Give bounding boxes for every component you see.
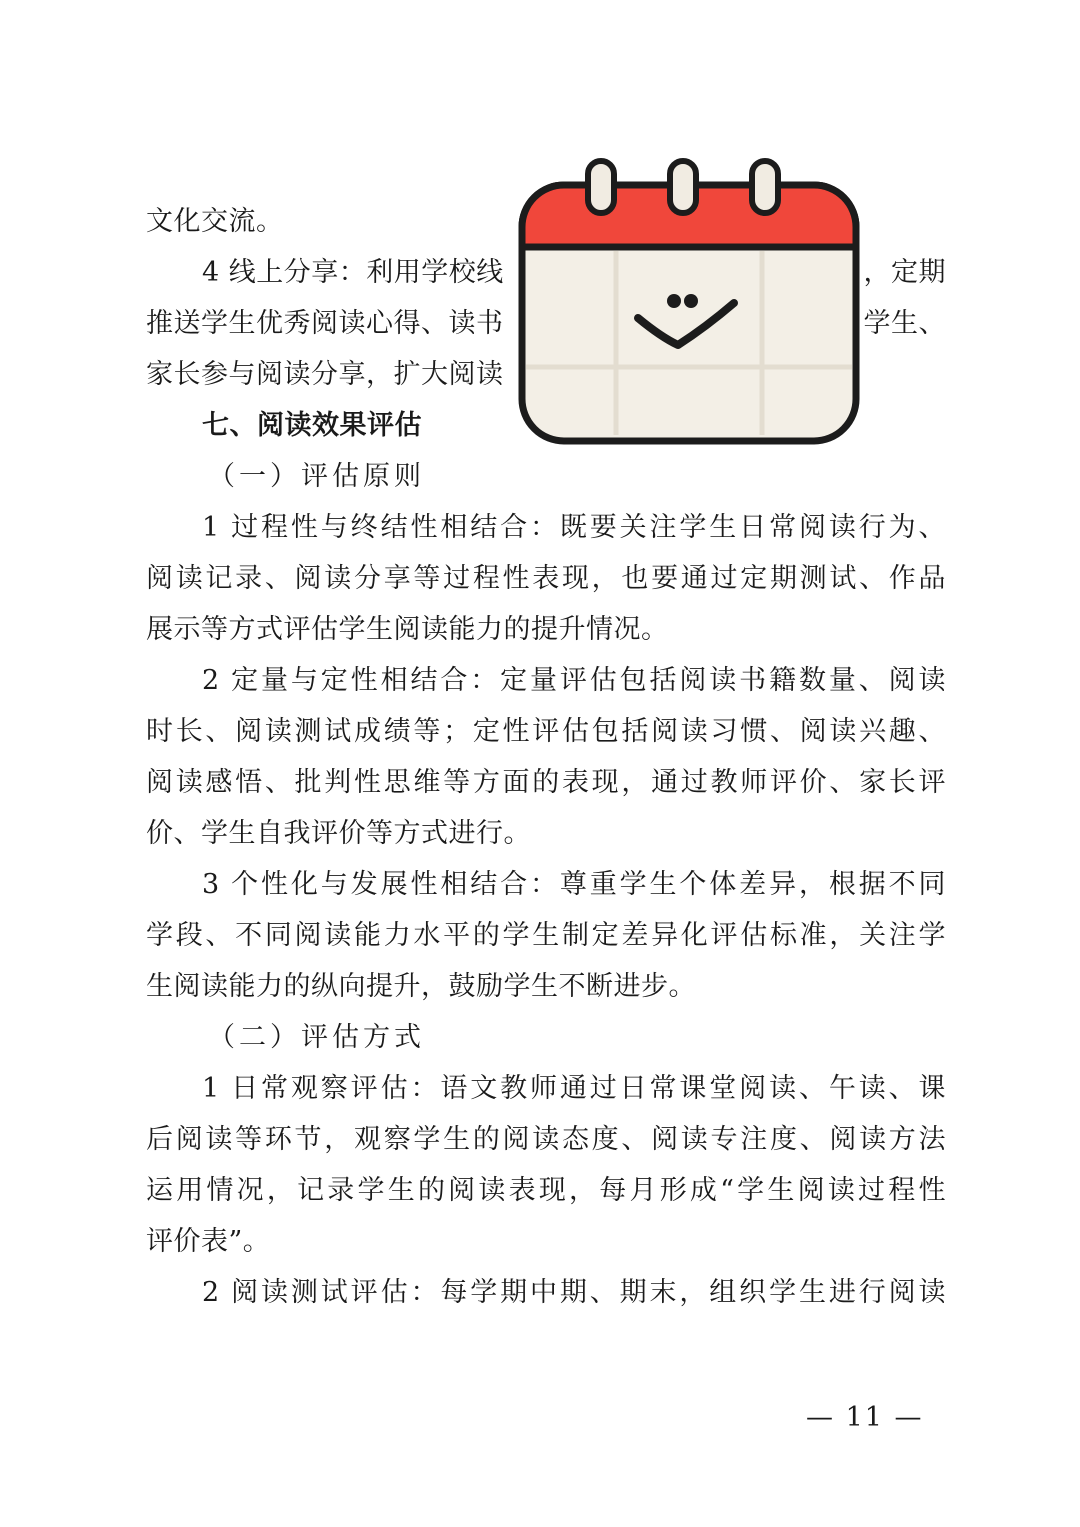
page-number: — 11 — <box>806 1402 924 1433</box>
text-line: 3 个性化与发展性相结合：尊重学生个体差异，根据不同 <box>202 869 946 900</box>
text-fragment: ，定期 <box>863 257 946 288</box>
text-line: 时长、阅读测试成绩等；定性评估包括阅读习惯、阅读兴趣、 <box>146 716 946 747</box>
section-heading: 七、阅读效果评估 <box>202 410 422 441</box>
text-fragment: 推送学生优秀阅读心得、读书 <box>146 308 504 339</box>
subsection-heading: （二）评估方式 <box>208 1022 425 1053</box>
text-line: 阅读感悟、批判性思维等方面的表现，通过教师评价、家长评 <box>146 767 946 798</box>
calendar-check-icon <box>516 155 862 450</box>
text-fragment: 4 线上分享：利用学校线 <box>202 257 504 288</box>
text-line: 阅读记录、阅读分享等过程性表现，也要通过定期测试、作品 <box>146 563 946 594</box>
text-line: 文化交流。 <box>146 206 284 237</box>
text-line: 展示等方式评估学生阅读能力的提升情况。 <box>146 614 669 645</box>
text-line: 1 过程性与终结性相结合：既要关注学生日常阅读行为、 <box>202 512 946 543</box>
text-fragment: 学生、 <box>863 308 946 339</box>
text-line: 后阅读等环节，观察学生的阅读态度、阅读专注度、阅读方法 <box>146 1124 946 1155</box>
text-fragment: 家长参与阅读分享，扩大阅读 <box>146 359 504 390</box>
text-line: 评价表”。 <box>146 1226 271 1257</box>
text-line: 学段、不同阅读能力水平的学生制定差异化评估标准，关注学 <box>146 920 946 951</box>
text-line: 1 日常观察评估：语文教师通过日常课堂阅读、午读、课 <box>202 1073 946 1104</box>
subsection-heading: （一）评估原则 <box>208 461 425 492</box>
text-line: 生阅读能力的纵向提升，鼓励学生不断进步。 <box>146 971 696 1002</box>
text-line: 2 阅读测试评估：每学期中期、期末，组织学生进行阅读 <box>202 1277 946 1308</box>
text-line: 运用情况，记录学生的阅读表现，每月形成“学生阅读过程性 <box>146 1175 946 1206</box>
text-line: 价、学生自我评价等方式进行。 <box>146 818 531 849</box>
text-line: 2 定量与定性相结合：定量评估包括阅读书籍数量、阅读 <box>202 665 946 696</box>
